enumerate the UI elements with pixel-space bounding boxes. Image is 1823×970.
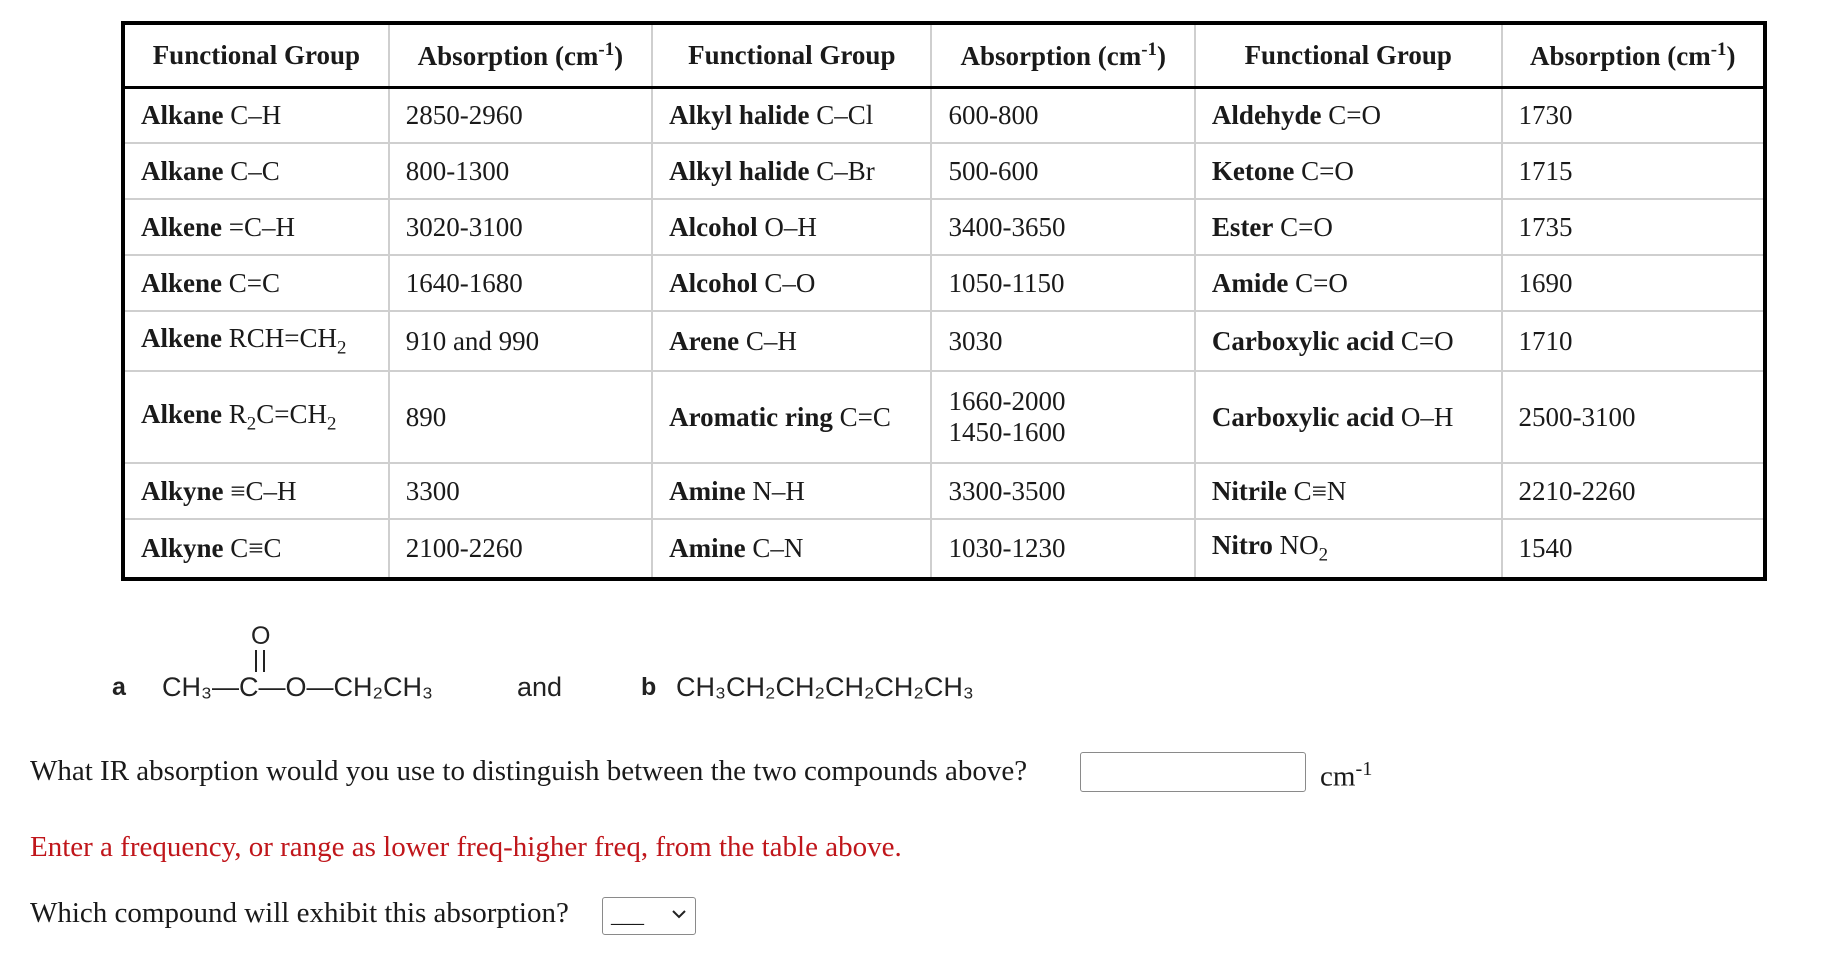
absorption-cell [931, 371, 1194, 463]
select-value: ___ [611, 902, 644, 927]
table-header-row [123, 23, 1765, 87]
and-text: and [517, 672, 563, 702]
functional-group-cell: Ester C=O [1195, 199, 1502, 255]
unit-label: $cm^{-1}$ [1320, 758, 1373, 793]
functional-group-cell: Amide C=O [1195, 255, 1502, 311]
absorption-cell: 2100-2260 [389, 519, 652, 579]
absorption-cell: 1710 [1502, 311, 1765, 371]
compound-a-label: a [112, 673, 126, 701]
absorption-cell: 3300 [389, 463, 652, 519]
absorption-cell: 1050-1150 [931, 255, 1194, 311]
absorption-cell: 910 and 990 [389, 311, 652, 371]
functional-group-cell: Ketone C=O [1195, 143, 1502, 199]
table-row [123, 143, 1765, 199]
compound-b-formula: CH₃CH₂CH₂CH₂CH₂CH₃ [676, 672, 974, 702]
table-row [123, 371, 1765, 463]
absorption-value: 1660-2000 [948, 386, 1066, 416]
table-row [123, 463, 1765, 519]
functional-group-cell: Aromatic ring C=C [652, 371, 931, 463]
absorption-answer-input[interactable] [1080, 752, 1306, 792]
functional-group-cell: Alkene $RCH=CH_2$ [123, 311, 389, 371]
absorption-cell: 600-800 [931, 87, 1194, 143]
absorption-cell: 800-1300 [389, 143, 652, 199]
compound-b-label: b [641, 673, 657, 701]
absorption-cell: 1735 [1502, 199, 1765, 255]
absorption-cell: 3030 [931, 311, 1194, 371]
absorption-cell: 1730 [1502, 87, 1765, 143]
functional-group-cell: Carboxylic acid O–H [1195, 371, 1502, 463]
table-row [123, 519, 1765, 579]
question-absorption: What IR absorption would you use to distinguish between the two compounds above? [30, 755, 1028, 787]
table-row [123, 199, 1765, 255]
absorption-cell: 3300-3500 [931, 463, 1194, 519]
compound-a-formula: CH₃—C—O—CH₂CH₃ [162, 672, 433, 702]
carbonyl-oxygen: O [251, 622, 271, 650]
functional-group-cell: Alkyl halide C–Br [652, 143, 931, 199]
functional-group-cell: Alkene $R_2C=CH_2$ [123, 371, 389, 463]
header-functional-group: Functional Group [123, 23, 389, 87]
functional-group-cell: Alcohol C–O [652, 255, 931, 311]
table-row [123, 311, 1765, 371]
absorption-cell: 3400-3650 [931, 199, 1194, 255]
entry-hint: Enter a frequency, or range as lower freq-higher freq, from the table above. [30, 831, 902, 863]
functional-group-cell: Carboxylic acid C=O [1195, 311, 1502, 371]
absorption-cell: 1540 [1502, 519, 1765, 579]
chevron-down-icon [671, 904, 687, 924]
absorption-cell: 1640-1680 [389, 255, 652, 311]
absorption-cell: 1715 [1502, 143, 1765, 199]
absorption-cell: 2500-3100 [1502, 371, 1765, 463]
header-absorption: Absorption $(cm^{-1})$ [931, 23, 1194, 87]
functional-group-cell: Alkyl halide C–Cl [652, 87, 931, 143]
header-functional-group: Functional Group [652, 23, 931, 87]
absorption-value: 1450-1600 [948, 417, 1066, 447]
functional-group-cell: Nitro $NO_2$ [1195, 519, 1502, 579]
functional-group-cell: Amine C–N [652, 519, 931, 579]
compound-select[interactable] [602, 897, 696, 935]
absorption-cell: 890 [389, 371, 652, 463]
header-absorption: Absorption $(cm^{-1})$ [389, 23, 652, 87]
absorption-cell: 2210-2260 [1502, 463, 1765, 519]
functional-group-cell: Alkyne ≡C–H [123, 463, 389, 519]
absorption-cell: 500-600 [931, 143, 1194, 199]
functional-group-cell: Alkane C–H [123, 87, 389, 143]
functional-group-cell: Alkene =C–H [123, 199, 389, 255]
question-which-compound: Which compound will exhibit this absorption? [30, 897, 569, 929]
absorption-cell: 3020-3100 [389, 199, 652, 255]
functional-group-cell: Alkane C–C [123, 143, 389, 199]
ir-absorption-table [121, 21, 1767, 581]
absorption-cell: 2850-2960 [389, 87, 652, 143]
functional-group-cell: Nitrile C≡N [1195, 463, 1502, 519]
functional-group-cell: Alkene C=C [123, 255, 389, 311]
absorption-cell: 1690 [1502, 255, 1765, 311]
functional-group-cell: Arene C–H [652, 311, 931, 371]
functional-group-cell: Alcohol O–H [652, 199, 931, 255]
double-bond [255, 650, 265, 672]
header-functional-group: Functional Group [1195, 23, 1502, 87]
table-row [123, 255, 1765, 311]
functional-group-cell: Aldehyde C=O [1195, 87, 1502, 143]
functional-group-cell: Alkyne C≡C [123, 519, 389, 579]
header-absorption: Absorption $(cm^{-1})$ [1502, 23, 1765, 87]
functional-group-cell: Amine N–H [652, 463, 931, 519]
table-row [123, 87, 1765, 143]
absorption-cell: 1030-1230 [931, 519, 1194, 579]
